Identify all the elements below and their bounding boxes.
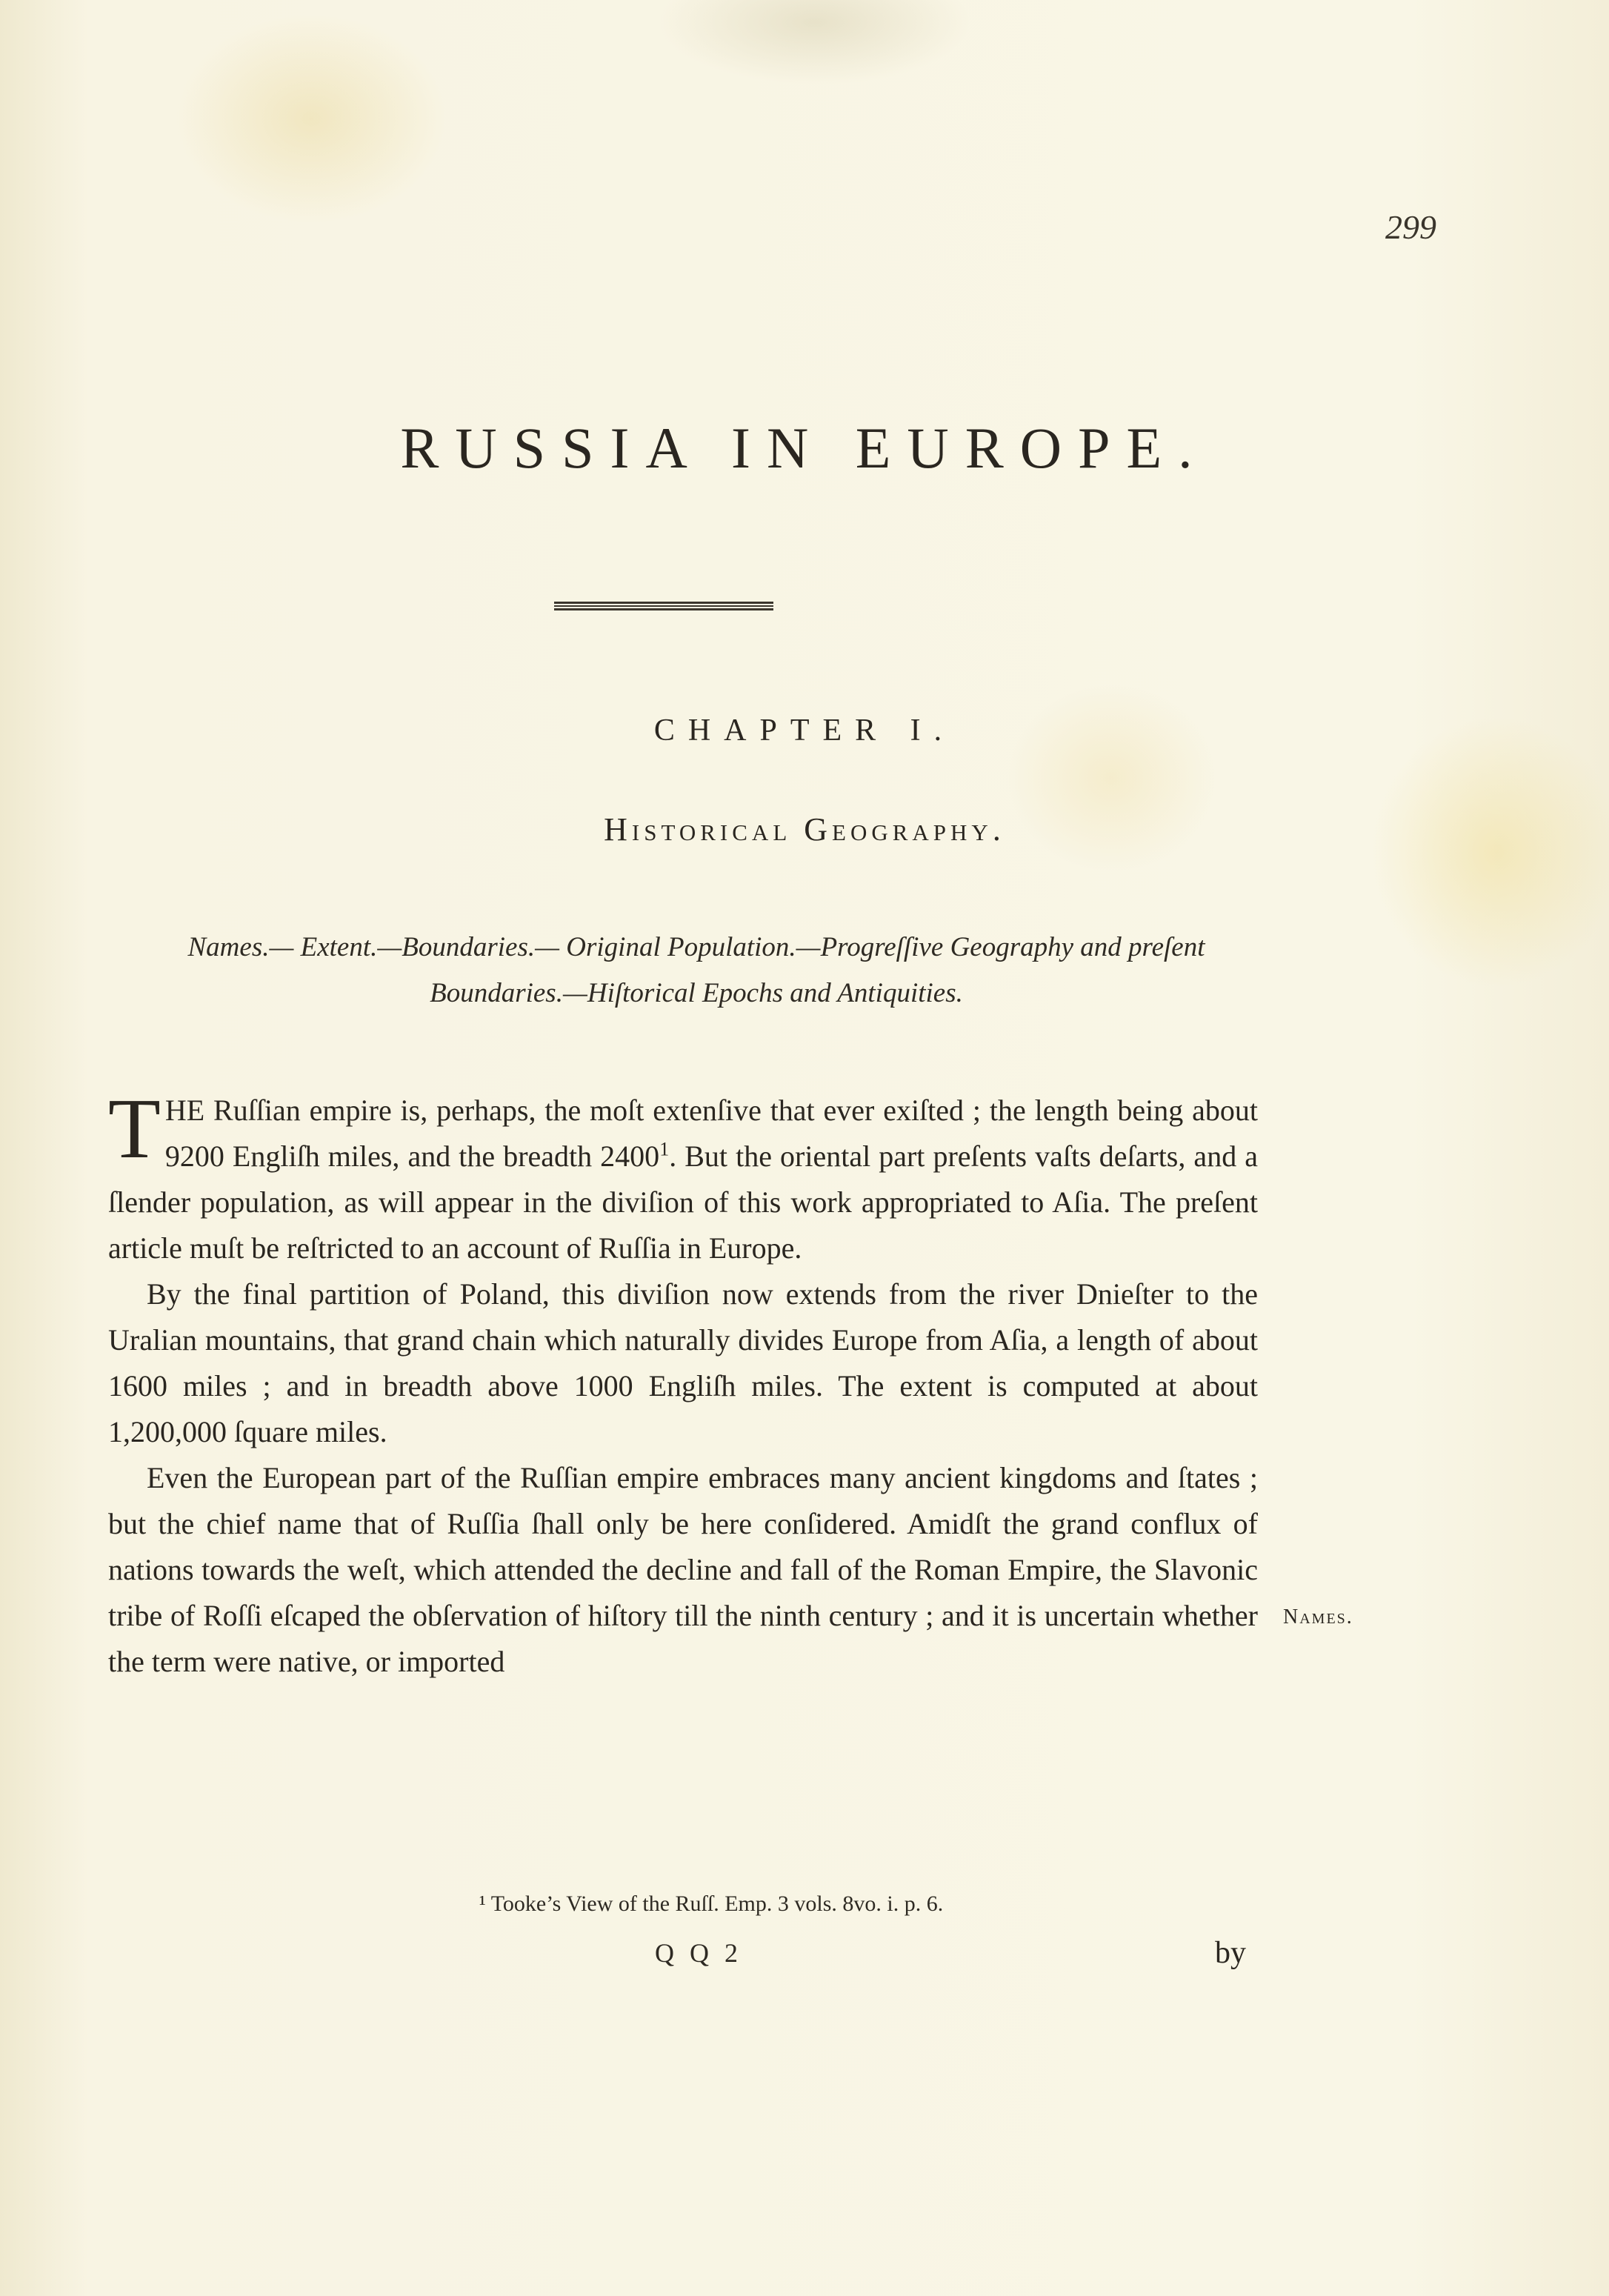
drop-cap: T xyxy=(108,1082,161,1177)
signature-mark: Q Q 2 xyxy=(655,1938,742,1968)
chapter-summary: Names.— Extent.—Boundaries.— Original Population.—Progreſſive Geography and preſent Boundaries.—Hiſtorical Epochs and Antiquities. xyxy=(187,932,1205,1008)
margin-note-names: Names. xyxy=(1283,1605,1353,1628)
main-title: RUSSIA IN EUROPE. xyxy=(400,416,1209,480)
paragraph-1 xyxy=(108,1082,1258,1271)
footnote-mark: 1 xyxy=(659,1138,670,1160)
paragraph-1-text-cont: . But the oriental part preſents vaſts deſarts, and a ſlender population, as will appear in the diviſion of this work appropriated to Aſia. The preſent article muſt be reſtricted to an account of Ruſſia in Europe. xyxy=(108,1139,1258,1265)
body-text xyxy=(108,1082,1258,1685)
paragraph-3: Even the European part of the Ruſſian empire embraces many ancient kingdoms and ſtates ; but the chief name that of Ruſſia ſhall only be here conſidered. Amidſt the grand conflux of nations towards the weſt, which attended the decline and fall of the Roman Empire, the Slavonic tribe of Roſſi eſcaped the obſervation of hiſtory till the ninth century ; and it is uncertain whether the term were native, or imported xyxy=(108,1461,1258,1678)
section-title: Historical Geography. xyxy=(604,811,1005,848)
footnote: ¹ Tooke’s View of the Ruſſ. Emp. 3 vols. 8vo. i. p. 6. xyxy=(479,1891,944,1916)
chapter-heading: CHAPTER I. xyxy=(653,713,956,748)
title-divider-rule xyxy=(554,602,773,610)
catchword: by xyxy=(1215,1936,1246,1970)
paragraph-2: By the final partition of Poland, this diviſion now extends from the river Dnieſter to the Uralian mountains, that grand chain which naturally divides Europe from Aſia, a length of about 1600 miles ; and in breadth above 1000 Engliſh miles. The extent is computed at about 1,200,000 ſquare miles. xyxy=(108,1277,1258,1448)
page-number: 299 xyxy=(1385,208,1436,246)
paragraph-1-text: HE Ruſſian empire is, perhaps, the moſt extenſive that ever exiſted ; the length being about 9200 Engliſh miles, and the breadth 2400 xyxy=(164,1094,1258,1173)
